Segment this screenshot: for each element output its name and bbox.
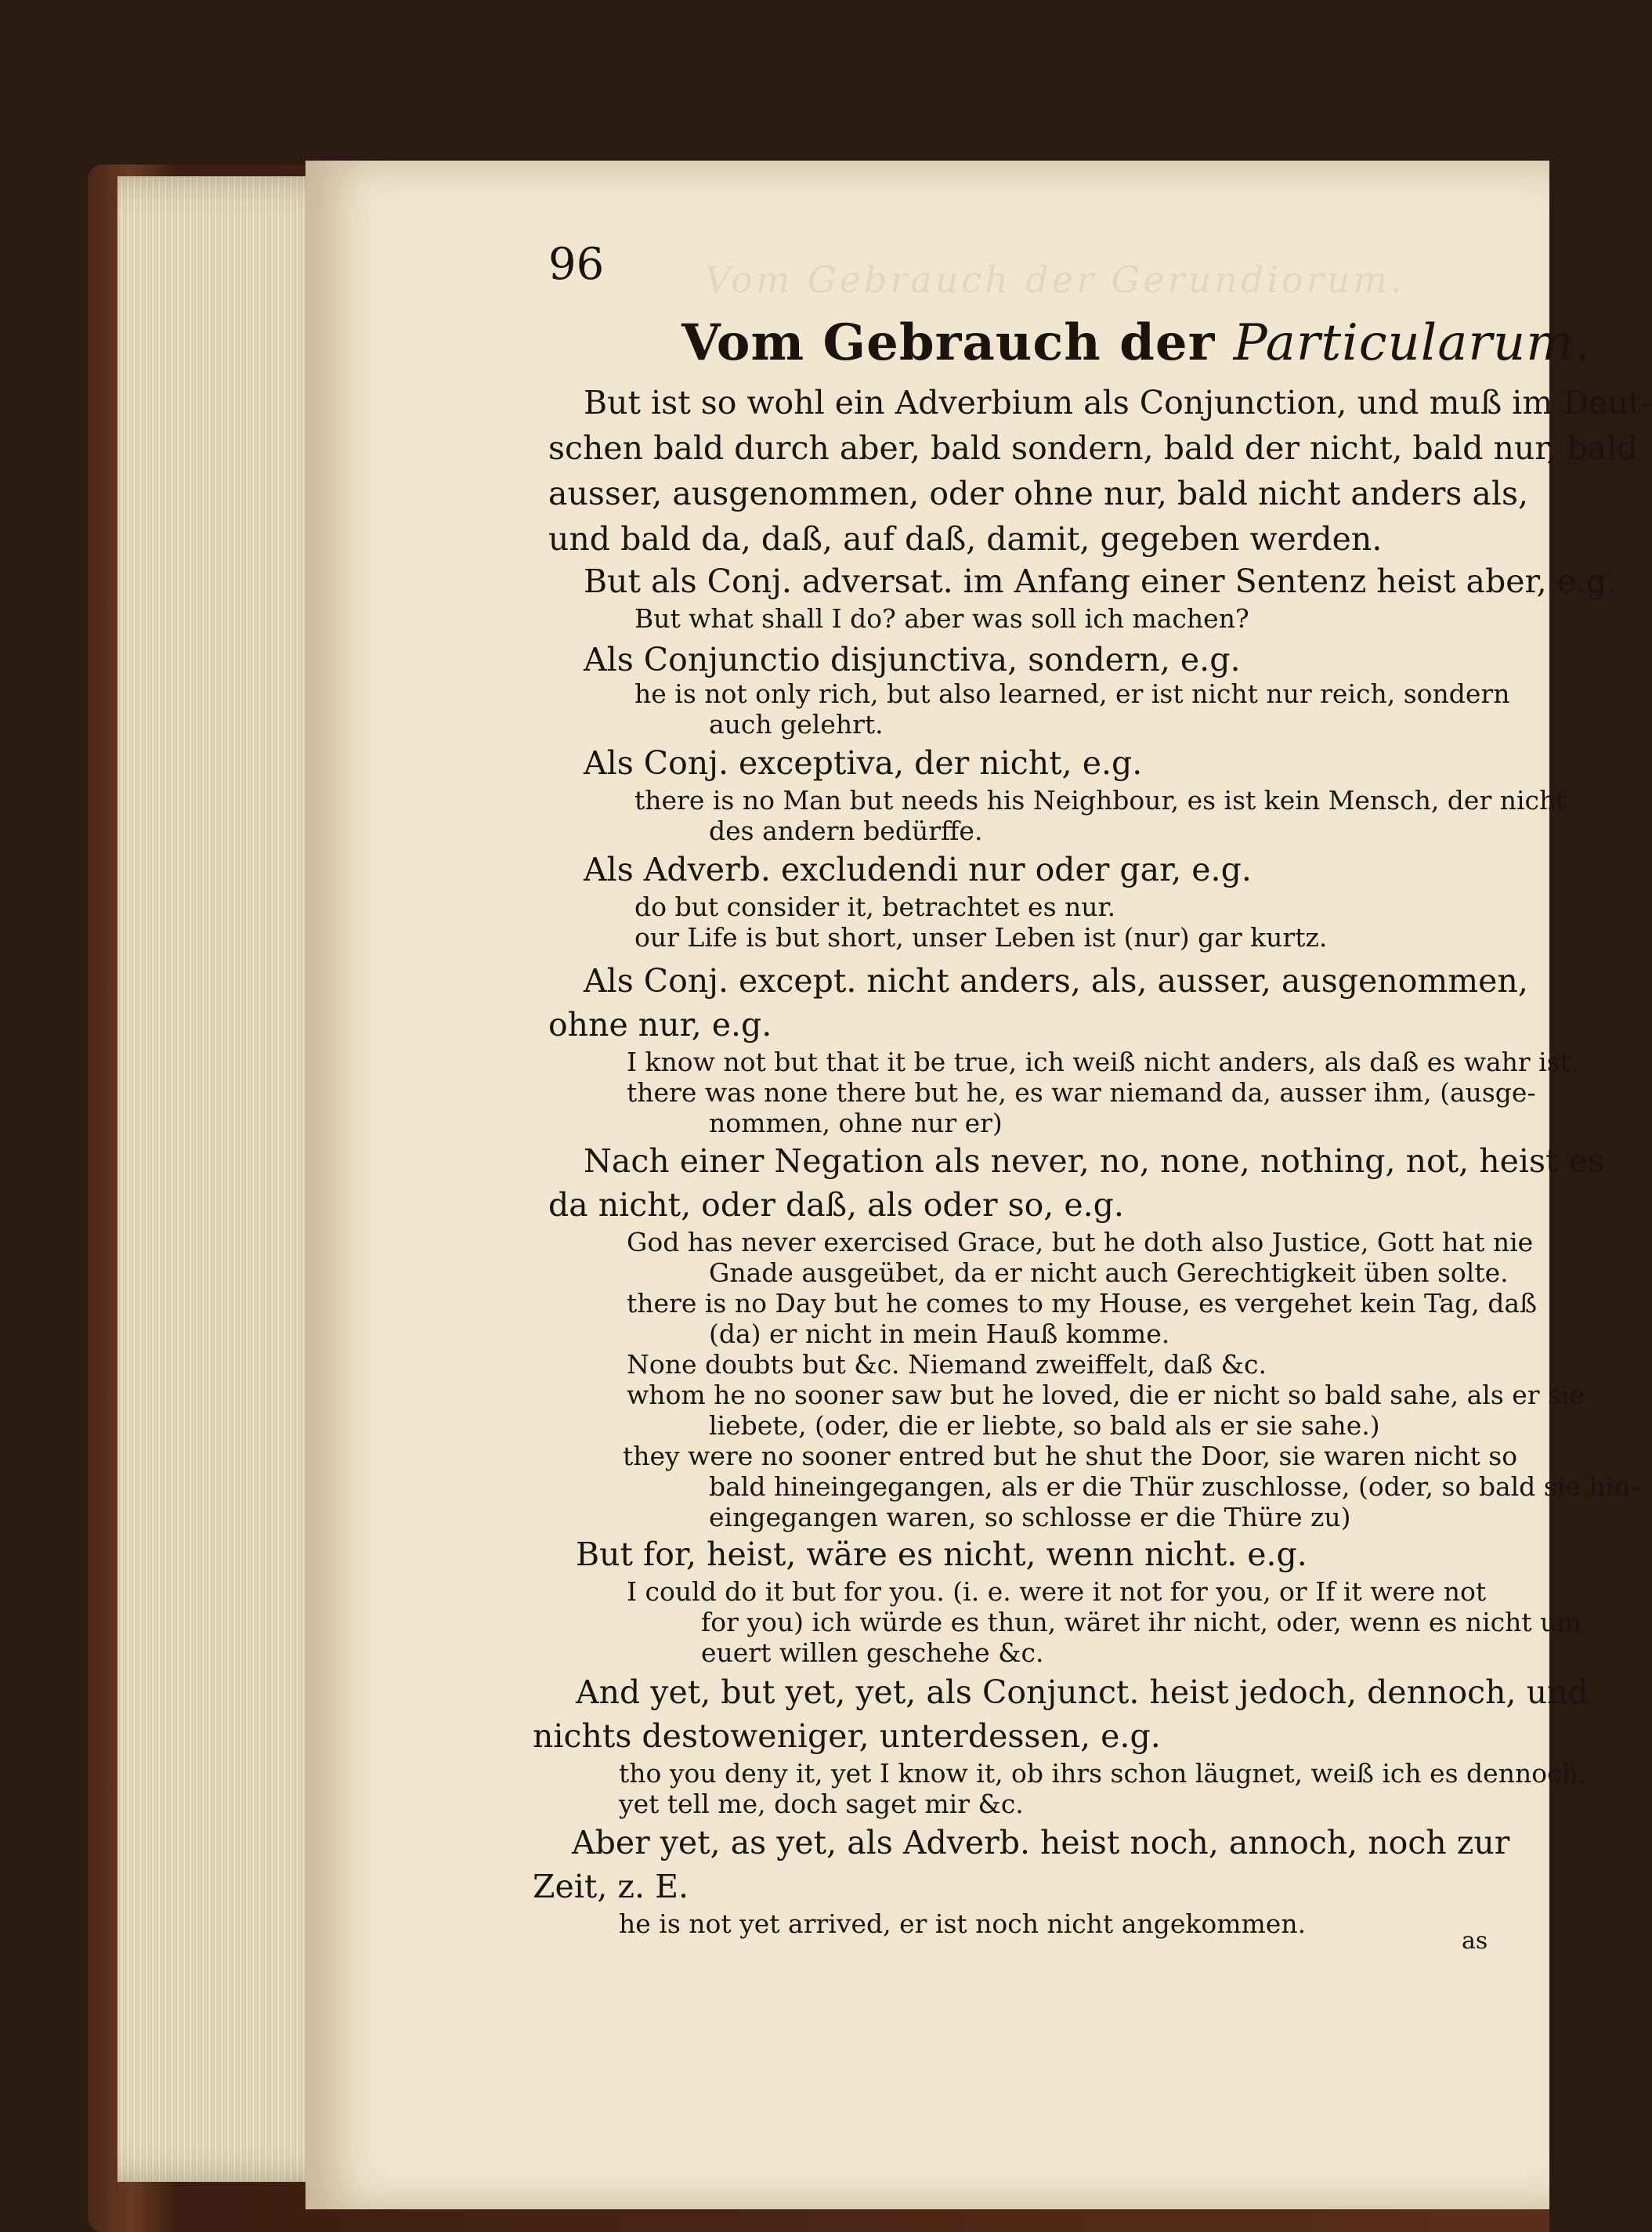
example-line: liebete, (oder, die er liebte, so bald als er sie sahe.) <box>709 1410 1380 1441</box>
text-line: Als Adverb. excludendi nur oder gar, e.g. <box>584 851 1252 888</box>
running-title-italic: Particularum. <box>1233 314 1592 372</box>
example-line: nommen, ohne nur er) <box>709 1108 1003 1138</box>
text-line: ausser, ausgenommen, oder ohne nur, bald nicht anders als, <box>548 475 1529 512</box>
running-title-main: Vom Gebrauch der <box>681 313 1216 372</box>
example-line: he is not only rich, but also learned, er ist nicht nur reich, sondern <box>634 678 1510 709</box>
example-line: I know not but that it be true, ich weiß nicht anders, als daß es wahr ist. <box>627 1047 1579 1077</box>
text-line: da nicht, oder daß, als oder so, e.g. <box>548 1186 1124 1224</box>
example-line: there is no Man but needs his Neighbour, es ist kein Mensch, der nicht <box>634 785 1567 816</box>
page-number: 96 <box>548 239 605 290</box>
text-line: Nach einer Negation als never, no, none, nothing, not, heist es <box>584 1142 1604 1180</box>
catchword: as <box>1462 1927 1488 1955</box>
example-line: for you) ich würde es thun, wäret ihr nicht, oder, wenn es nicht um <box>701 1607 1582 1637</box>
example-line: God has never exercised Grace, but he doth also Justice, Gott hat nie <box>627 1227 1534 1257</box>
example-line: our Life is but short, unser Leben ist (nur) gar kurtz. <box>634 922 1328 953</box>
example-line: auch gelehrt. <box>709 709 884 740</box>
example-line: he is not yet arrived, er ist noch nicht angekommen. <box>619 1908 1307 1939</box>
example-line: Gnade ausgeübet, da er nicht auch Gerechtigkeit üben solte. <box>709 1257 1509 1288</box>
example-line: there is no Day but he comes to my House, es vergehet kein Tag, daß <box>627 1288 1538 1319</box>
example-line: (da) er nicht in mein Hauß komme. <box>709 1319 1170 1349</box>
example-line: But what shall I do? aber was soll ich machen? <box>634 603 1249 634</box>
text-line: Zeit, z. E. <box>533 1868 689 1905</box>
text-line: schen bald durch aber, bald sondern, bald der nicht, bald nur, bald <box>548 429 1638 467</box>
show-through-text: Vom Gebrauch der Gerundiorum. <box>705 259 1405 301</box>
example-line: tho you deny it, yet I know it, ob ihrs schon läugnet, weiß ich es dennoch. <box>619 1758 1587 1789</box>
running-title <box>681 313 1591 372</box>
example-line: bald hineingegangen, als er die Thür zuschlosse, (oder, so bald sie hin- <box>709 1471 1639 1502</box>
example-line: euert willen geschehe &c. <box>701 1637 1044 1668</box>
text-line: Als Conj. exceptiva, der nicht, e.g. <box>584 744 1143 782</box>
text-line: But ist so wohl ein Adverbium als Conjunction, und muß im Deut- <box>584 384 1652 421</box>
text-line: ohne nur, e.g. <box>548 1006 772 1044</box>
example-line: there was none there but he, es war niemand da, ausser ihm, (ausge- <box>627 1077 1536 1108</box>
text-line: nichts destoweniger, unterdessen, e.g. <box>533 1717 1161 1755</box>
text-line: und bald da, daß, auf daß, damit, gegeben werden. <box>548 520 1383 558</box>
example-line: they were no sooner entred but he shut the Door, sie waren nicht so <box>623 1441 1518 1471</box>
text-line: But als Conj. adversat. im Anfang einer Sentenz heist aber, e.g. <box>584 563 1618 600</box>
example-line: whom he no sooner saw but he loved, die er nicht so bald sahe, als er sie <box>627 1380 1585 1410</box>
example-line: yet tell me, doch saget mir &c. <box>619 1789 1024 1819</box>
text-line: But for, heist, wäre es nicht, wenn nicht. e.g. <box>576 1536 1307 1573</box>
text-line: Als Conjunctio disjunctiva, sondern, e.g. <box>584 641 1241 678</box>
text-line: Aber yet, as yet, als Adverb. heist noch, annoch, noch zur <box>572 1824 1510 1861</box>
example-line: I could do it but for you. (i. e. were it not for you, or If it were not <box>627 1576 1487 1607</box>
example-line: None doubts but &c. Niemand zweiffelt, daß &c. <box>627 1349 1267 1380</box>
text-line: And yet, but yet, yet, als Conjunct. heist jedoch, dennoch, und <box>576 1673 1589 1711</box>
example-line: do but consider it, betrachtet es nur. <box>634 892 1116 922</box>
example-line: des andern bedürffe. <box>709 816 983 846</box>
example-line: eingegangen waren, so schlosse er die Thüre zu) <box>709 1502 1351 1532</box>
text-line: Als Conj. except. nicht anders, als, ausser, ausgenommen, <box>584 962 1528 1000</box>
